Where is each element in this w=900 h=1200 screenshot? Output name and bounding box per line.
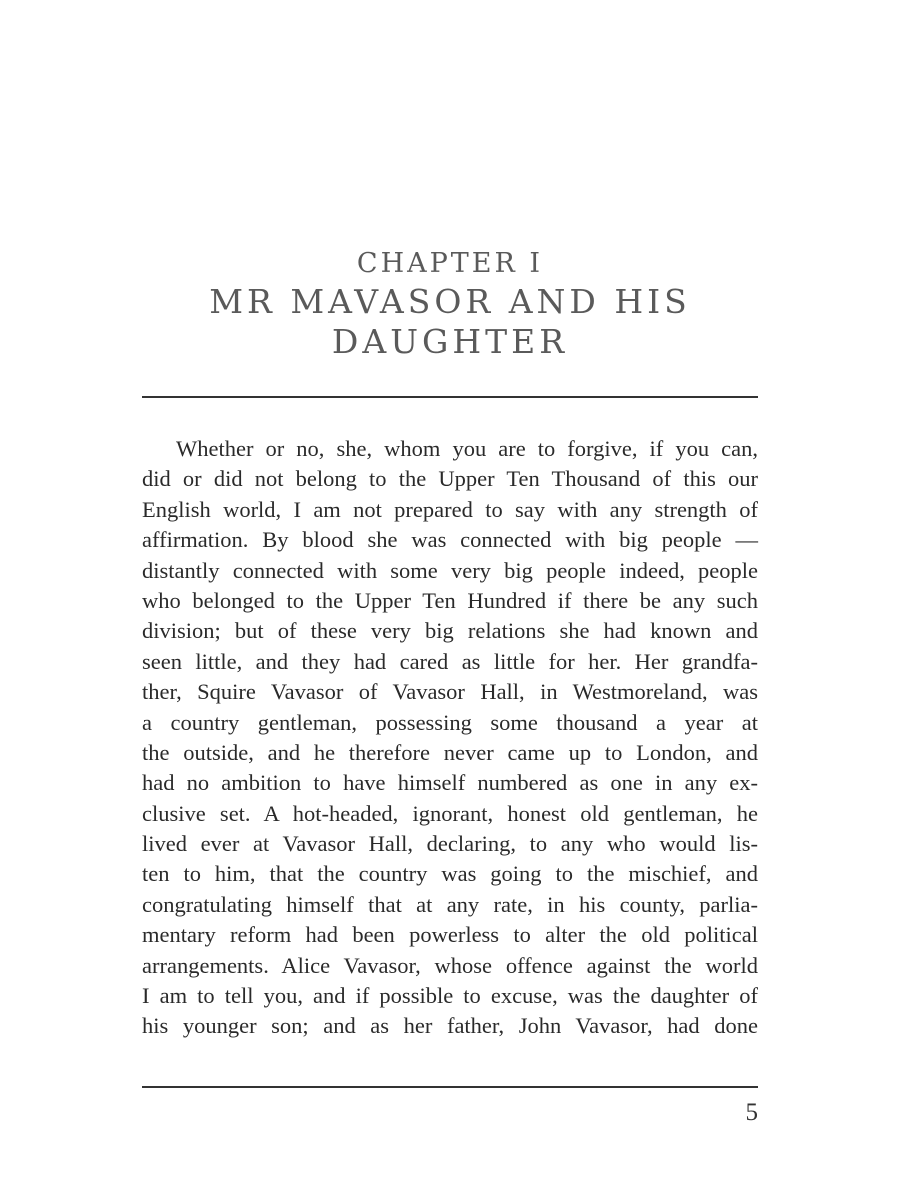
text-line: a country gentleman, possessing some thousand a year at [142, 709, 758, 735]
text-line: division; but of these very big relations she had known and [142, 618, 758, 644]
text-line: who belonged to the Upper Ten Hundred if there be any such [142, 587, 758, 613]
text-line: I am to tell you, and if possible to excuse, was the daughter of [142, 983, 758, 1009]
text-line: affirmation. By blood she was connected with big people — [142, 527, 758, 553]
text-line: congratulating himself that at any rate, in his county, parlia- [142, 891, 758, 917]
text-line: English world, I am not prepared to say with any strength of [142, 496, 758, 522]
text-line: the outside, and he therefore never came up to London, and [142, 739, 758, 765]
chapter-heading [140, 246, 760, 362]
heading-divider [142, 396, 758, 398]
text-line: ther, Squire Vavasor of Vavasor Hall, in Westmoreland, was [142, 679, 758, 705]
text-line: distantly connected with some very big people indeed, people [142, 557, 758, 583]
text-line: arrangements. Alice Vavasor, whose offence against the world [142, 952, 758, 978]
text-line: did or did not belong to the Upper Ten Thousand of this our [142, 466, 758, 492]
chapter-label: CHAPTER I [356, 248, 544, 279]
text-line: his younger son; and as her father, John Vavasor, had done [142, 1013, 758, 1039]
text-line: ten to him, that the country was going to the mischief, and [142, 861, 758, 887]
text-line: clusive set. A hot-headed, ignorant, honest old gentleman, he [142, 800, 758, 826]
text-line: lived ever at Vavasor Hall, declaring, to any who would lis- [142, 831, 758, 857]
text-line: seen little, and they had cared as little for her. Her grandfa- [142, 648, 758, 674]
chapter-title-line-2: DAUGHTER [331, 322, 569, 361]
body-text [142, 434, 758, 1042]
text-line: Whether or no, she, whom you are to forgive, if you can, [176, 436, 758, 461]
chapter-title-line-1: MR MAVASOR AND HIS [209, 282, 691, 321]
footer-divider [142, 1086, 758, 1088]
text-line: mentary reform had been powerless to alter the old political [142, 922, 758, 948]
page-number: 5 [745, 1099, 758, 1126]
text-line: had no ambition to have himself numbered as one in any ex- [142, 770, 758, 796]
